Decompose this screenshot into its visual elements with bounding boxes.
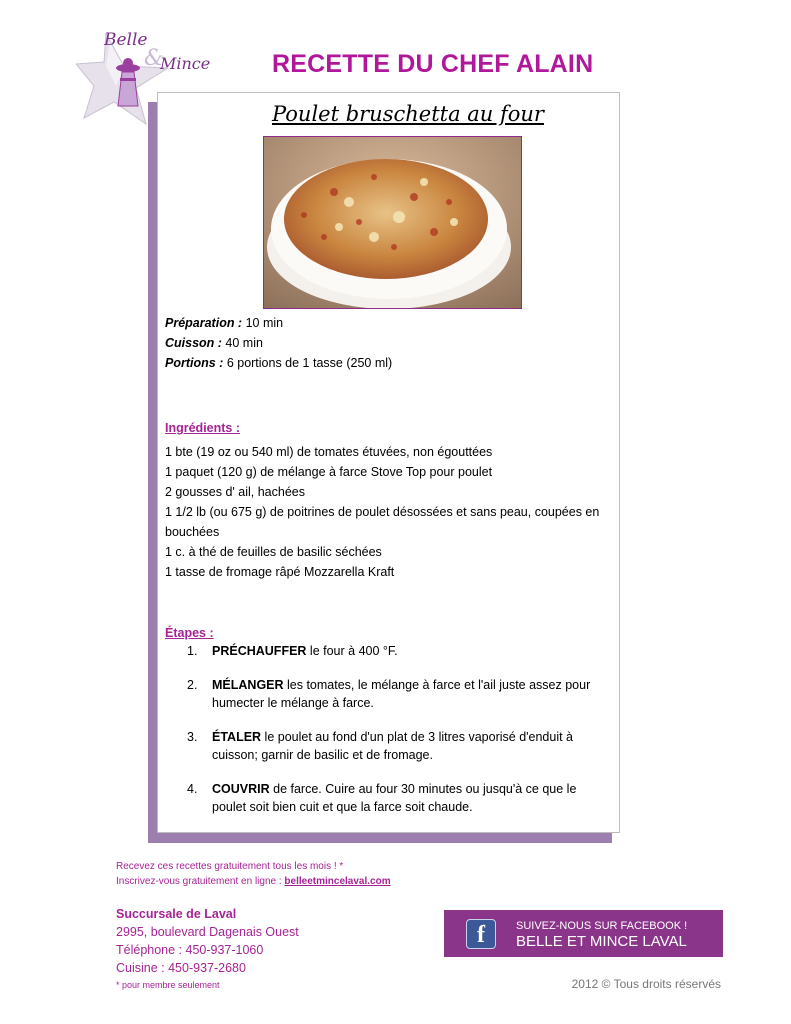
recipe-photo xyxy=(263,136,522,309)
meta-label: Portions : xyxy=(165,356,224,370)
facebook-icon: f xyxy=(466,919,496,949)
ingredients-list xyxy=(165,442,605,582)
step-keyword: COUVRIR xyxy=(212,782,270,796)
step-text: le poulet au fond d'un plat de 3 litres vaporisé d'enduit à cuisson; garnir de basilic et de fromage. xyxy=(212,730,574,762)
list-item: 2 gousses d' ail, hachées xyxy=(165,485,305,499)
ingredients-heading: Ingrédients : xyxy=(165,421,241,435)
logo-ampersand: & xyxy=(144,46,164,71)
steps-heading: Étapes : xyxy=(165,626,214,640)
website-link[interactable]: belleetmincelaval.com xyxy=(284,876,391,887)
step-number: 4. xyxy=(187,782,198,796)
step-text: les tomates, le mélange à farce et l'ail juste assez pour humecter le mélange à farce. xyxy=(212,678,591,710)
branch-kitchen-phone: Cuisine : 450-937-2680 xyxy=(116,961,246,975)
branch-address: 2995, boulevard Dagenais Ouest xyxy=(116,925,299,939)
copyright: 2012 © Tous droits réservés xyxy=(571,977,721,991)
meta-label: Cuisson : xyxy=(165,336,222,350)
step-text: de farce. Cuire au four 30 minutes ou jusqu'à ce que le poulet soit bien cuit et que la farce soit chaude. xyxy=(212,782,577,814)
page-title: RECETTE DU CHEF ALAIN xyxy=(272,50,594,78)
facebook-follow-text: SUIVEZ-NOUS SUR FACEBOOK ! xyxy=(516,920,688,932)
list-item: 1 1/2 lb (ou 675 g) de poitrines de poulet désossées et sans peau, coupées en bouchées xyxy=(165,505,600,539)
list-item xyxy=(187,780,607,816)
step-keyword: PRÉCHAUFFER xyxy=(212,644,307,658)
branch-title: Succursale de Laval xyxy=(116,907,237,921)
steps-list xyxy=(187,642,607,832)
list-item: 1 c. à thé de feuilles de basilic séchées xyxy=(165,545,382,559)
logo-text-top: Belle xyxy=(104,30,148,50)
signup-text: Inscrivez-vous gratuitement en ligne : xyxy=(116,876,285,887)
meta-value: 40 min xyxy=(221,336,263,350)
preparation-time xyxy=(165,316,283,330)
step-text: le four à 400 °F. xyxy=(306,644,398,658)
list-item xyxy=(187,676,607,712)
meta-value: 10 min xyxy=(242,316,284,330)
list-item: 1 paquet (120 g) de mélange à farce Stove Top pour poulet xyxy=(165,465,493,479)
step-keyword: ÉTALER xyxy=(212,730,262,744)
branch-phone: Téléphone : 450-937-1060 xyxy=(116,943,264,957)
step-number: 2. xyxy=(187,678,198,692)
subscription-note: Recevez ces recettes gratuitement tous les mois ! * xyxy=(116,861,344,872)
facebook-banner[interactable] xyxy=(444,910,723,957)
portions xyxy=(165,356,392,370)
member-note: * pour membre seulement xyxy=(116,980,220,990)
list-item xyxy=(187,642,607,660)
step-number: 1. xyxy=(187,644,198,658)
logo-text-bottom: Mince xyxy=(160,54,211,73)
recipe-title: Poulet bruschetta au four xyxy=(272,102,544,126)
list-item: 1 bte (19 oz ou 540 ml) de tomates étuvées, non égouttées xyxy=(165,445,493,459)
signup-note xyxy=(116,876,391,887)
meta-value: 6 portions de 1 tasse (250 ml) xyxy=(223,356,393,370)
list-item xyxy=(187,728,607,764)
list-item: 1 tasse de fromage râpé Mozzarella Kraft xyxy=(165,565,395,579)
cooking-time xyxy=(165,336,263,350)
step-keyword: MÉLANGER xyxy=(212,678,284,692)
step-number: 3. xyxy=(187,730,198,744)
meta-label: Préparation : xyxy=(165,316,243,330)
facebook-page-name: BELLE ET MINCE LAVAL xyxy=(516,933,687,950)
